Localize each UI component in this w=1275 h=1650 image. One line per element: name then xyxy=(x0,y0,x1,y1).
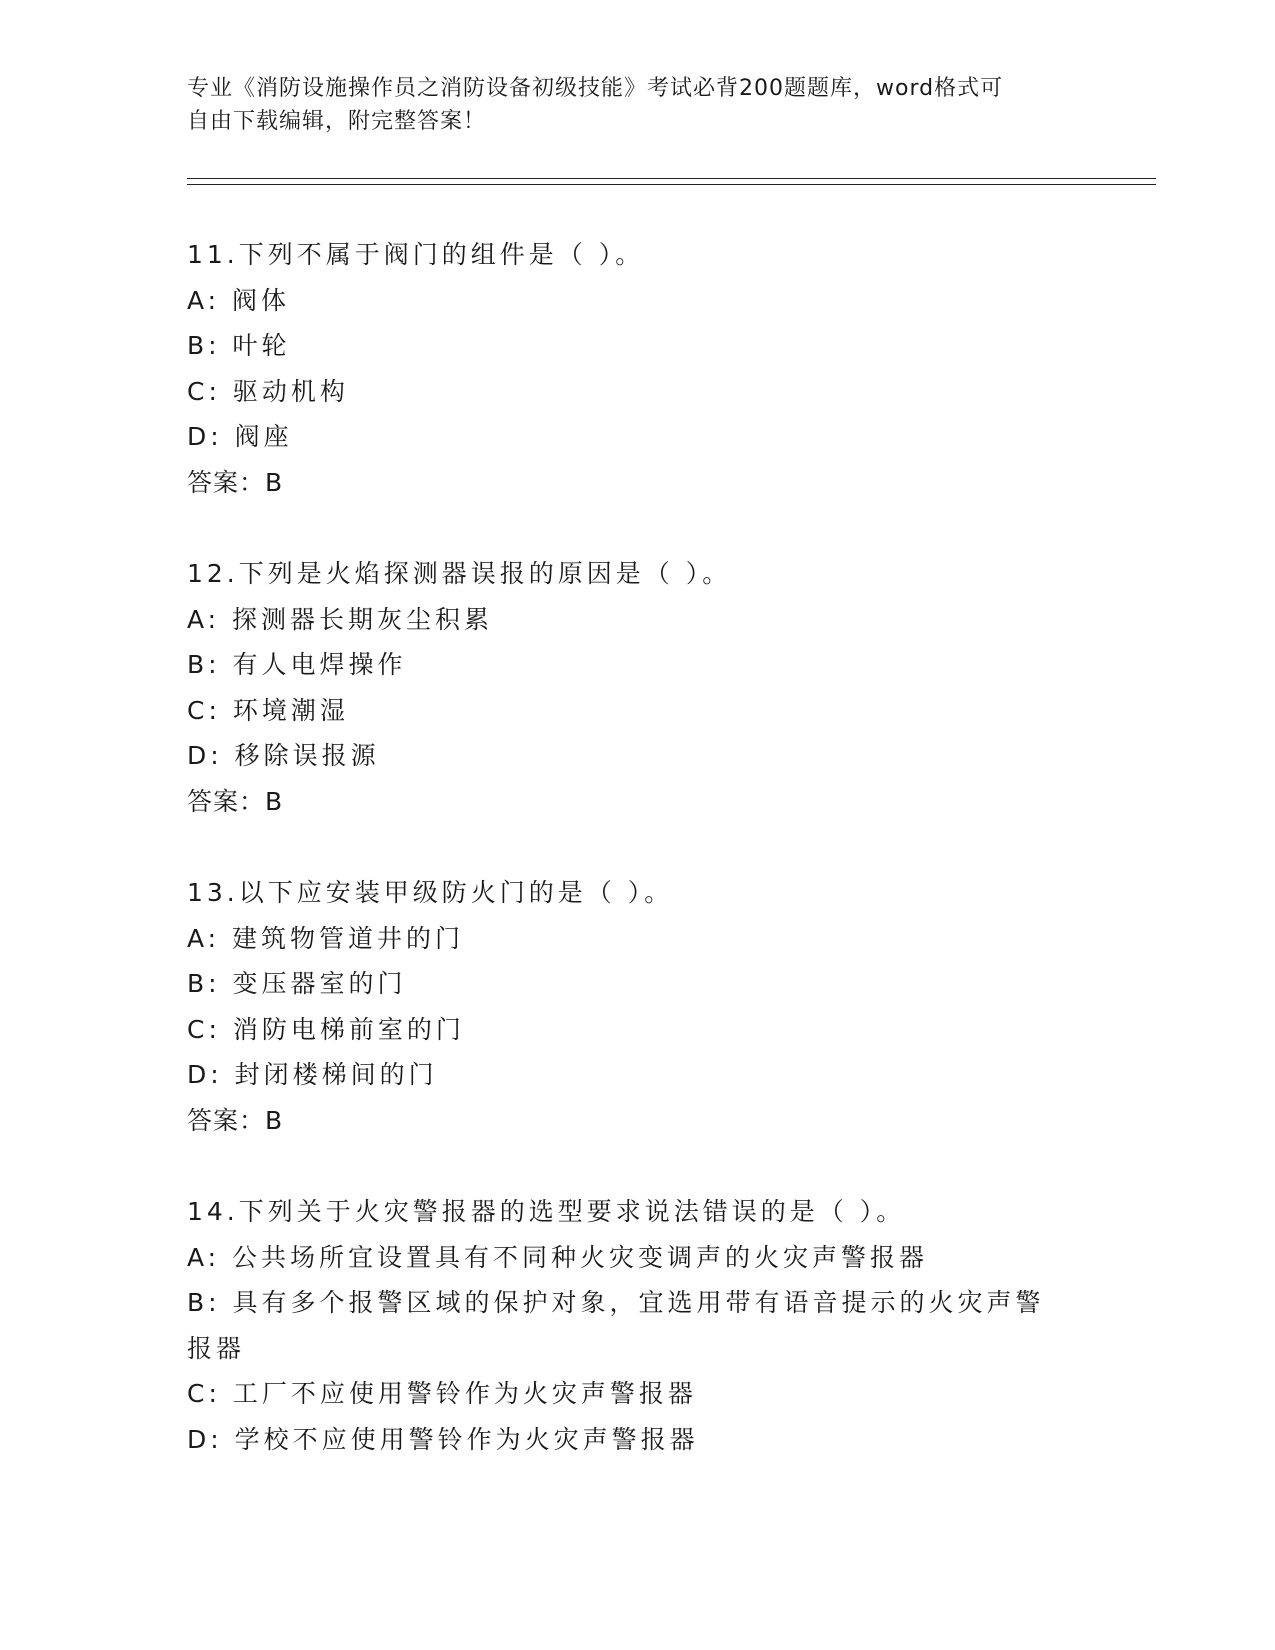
answer-text: 答案：B xyxy=(187,786,284,816)
question-12 xyxy=(187,551,1087,824)
header-divider-bottom xyxy=(187,184,1156,185)
question-11 xyxy=(187,232,1087,505)
option-d: D: 学校不应使用警铃作为火灾声警报器 xyxy=(187,1424,699,1454)
question-title: 14.下列关于火灾警报器的选型要求说法错误的是（ ）。 xyxy=(187,1197,906,1226)
option-d: D: 移除误报源 xyxy=(187,741,380,770)
option-c: C: 消防电梯前室的门 xyxy=(187,1014,465,1044)
option-c: C: 环境潮湿 xyxy=(187,695,349,725)
option-a: A: 探测器长期灰尘积累 xyxy=(187,604,494,634)
question-title: 13.以下应安装甲级防火门的是（ ）。 xyxy=(187,878,674,907)
question-13 xyxy=(187,870,1087,1143)
header-line-1: 专业《消防设施操作员之消防设备初级技能》考试必背200题题库，word格式可 xyxy=(187,76,1004,101)
question-list xyxy=(187,232,1087,1508)
option-c: C: 工厂不应使用警铃作为火灾声警报器 xyxy=(187,1379,697,1408)
answer-text: 答案：B xyxy=(187,1105,284,1135)
option-a: A: 建筑物管道井的门 xyxy=(187,923,465,953)
header-line-2: 自由下载编辑，附完整答案！ xyxy=(187,109,487,134)
question-14 xyxy=(187,1189,1087,1462)
option-d: D: 封闭楼梯间的门 xyxy=(187,1060,438,1089)
option-d: D: 阀座 xyxy=(187,422,293,451)
option-b: B: 变压器室的门 xyxy=(187,969,407,998)
option-b: B: 叶轮 xyxy=(187,331,291,360)
option-a: A: 公共场所宜设置具有不同种火灾变调声的火灾声警报器 xyxy=(187,1242,929,1272)
document-header xyxy=(187,72,1087,138)
option-a: A: 阀体 xyxy=(187,285,291,315)
option-b: B: 有人电焊操作 xyxy=(187,650,407,679)
question-title: 11.下列不属于阀门的组件是（ ）。 xyxy=(187,240,645,269)
option-c: C: 驱动机构 xyxy=(187,376,349,406)
header-divider-top xyxy=(187,178,1156,179)
option-b: B: 具有多个报警区域的保护对象，宜选用带有语音提示的火灾声警报器 xyxy=(187,1288,1045,1363)
answer-text: 答案：B xyxy=(187,467,284,497)
question-title: 12.下列是火焰探测器误报的原因是（ ）。 xyxy=(187,559,732,588)
